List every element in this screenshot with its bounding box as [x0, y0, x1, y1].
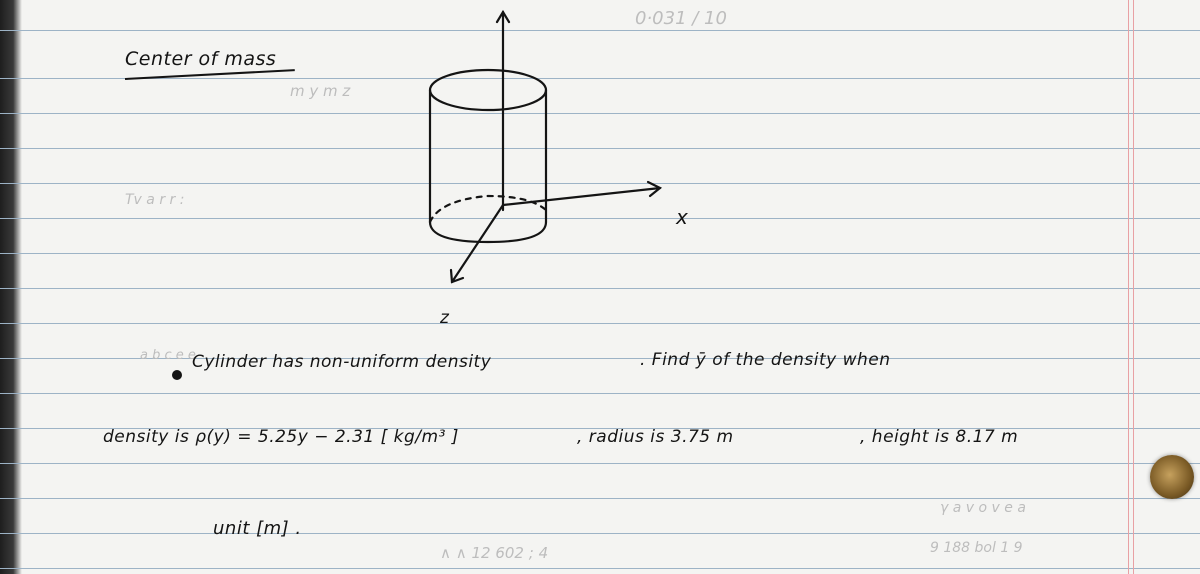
bleed-through-mark: m y m z	[290, 82, 351, 100]
heading-title: Center of mass	[125, 48, 277, 70]
bleed-through-mark: 0·031 / 10	[635, 8, 727, 29]
bleed-through-mark: 9 188 bol 1 9	[930, 540, 1023, 556]
cylinder-bottom-back	[430, 196, 546, 222]
problem-line-2c: , height is 8.17 m	[860, 427, 1019, 447]
x-axis-line	[503, 188, 660, 205]
z-axis-label: z	[440, 308, 449, 328]
bullet-dot	[172, 370, 182, 380]
problem-line-1b: . Find ȳ of the density when	[640, 350, 891, 370]
binder-ring	[1150, 455, 1194, 499]
cylinder-top-ellipse	[430, 70, 546, 110]
cylinder-bottom-front	[430, 222, 546, 242]
bleed-through-mark: Tv a r r :	[125, 192, 185, 208]
problem-line-2b: , radius is 3.75 m	[577, 427, 734, 447]
problem-line-3: unit [m] .	[213, 518, 302, 539]
bleed-through-mark: γ a v o v e a	[940, 500, 1026, 516]
x-axis-label: x	[676, 205, 688, 229]
problem-line-1a: Cylinder has non-uniform density	[192, 352, 492, 372]
problem-line-2a: density is ρ(y) = 5.25y − 2.31 [ kg/m³ ]	[103, 427, 459, 447]
bleed-through-mark: ∧ ∧ 12 602 ; 4	[440, 544, 549, 562]
z-axis-line	[452, 205, 503, 282]
bleed-through-mark: a b c e e	[140, 348, 196, 363]
